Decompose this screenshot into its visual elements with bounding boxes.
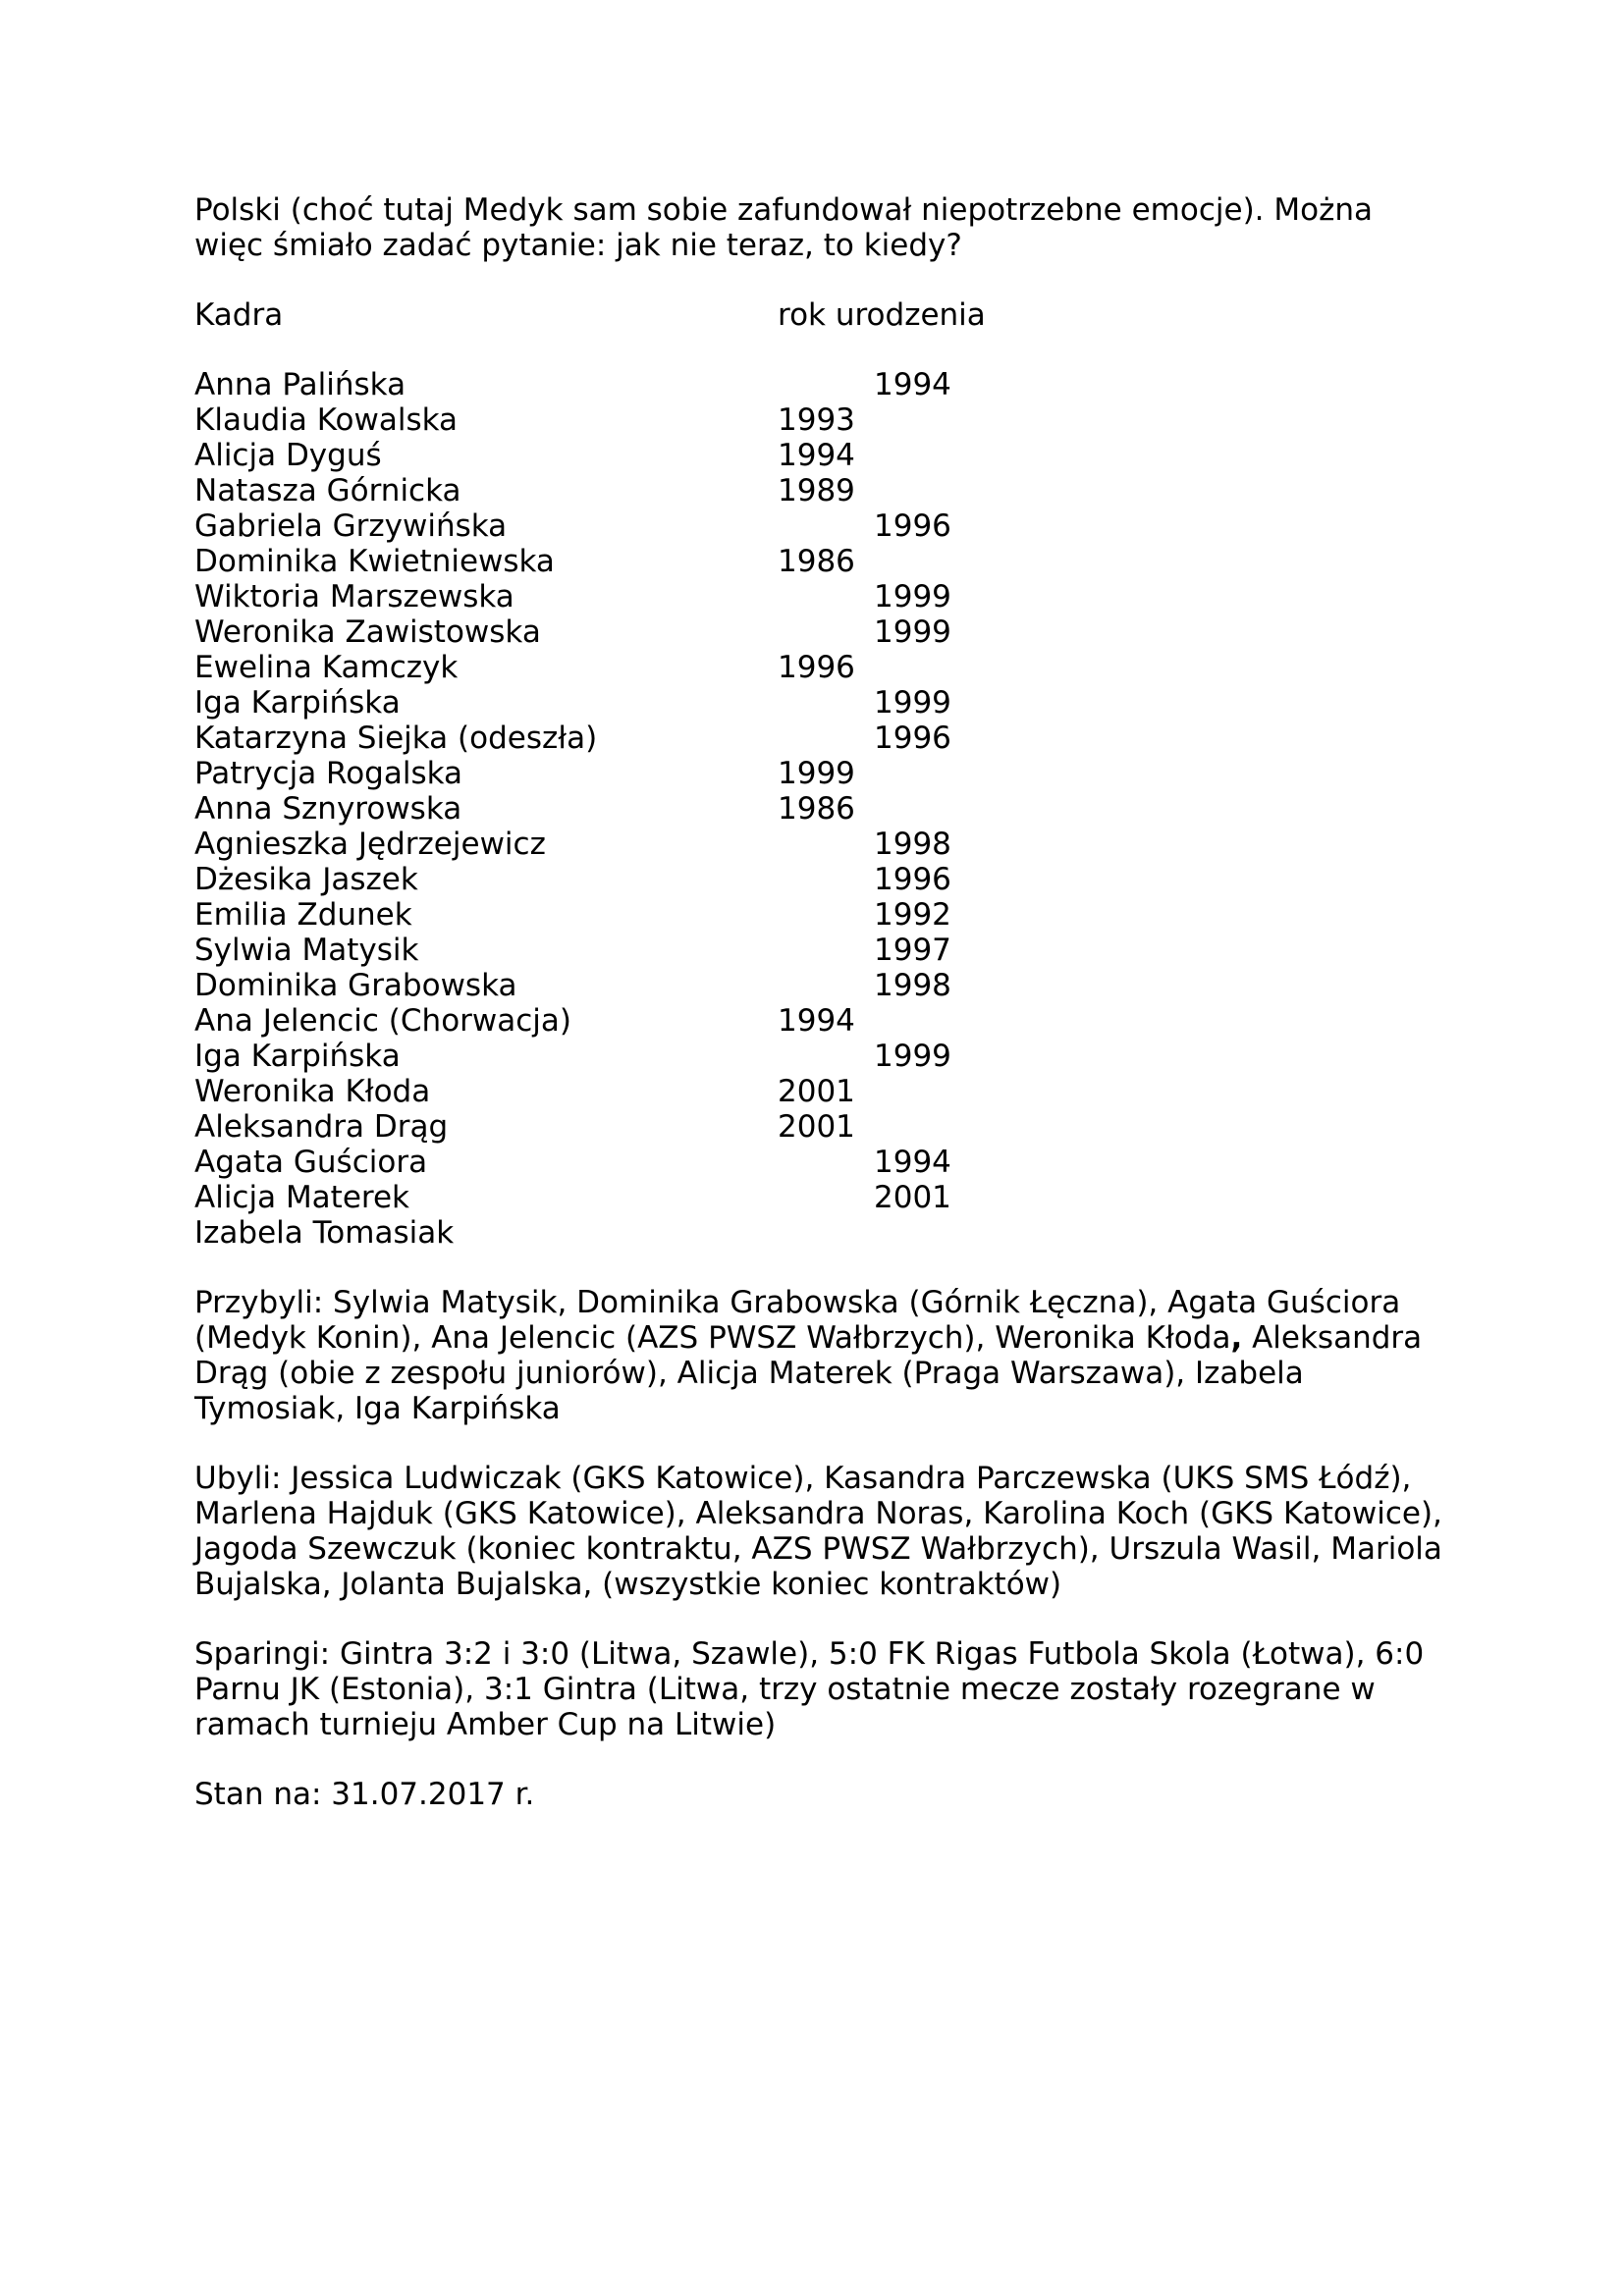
roster-header [194, 297, 1471, 333]
player-birth-year: 1986 [778, 544, 855, 579]
player-name: Dżesika Jaszek [194, 862, 418, 897]
player-name: Natasza Górnicka [194, 473, 461, 508]
friendlies-line: ramach turnieju Amber Cup na Litwie) [194, 1707, 777, 1742]
arrivals-bold-comma: , [1230, 1320, 1243, 1356]
player-birth-year: 1994 [874, 367, 951, 402]
roster-row [194, 827, 1471, 862]
roster-row [194, 1215, 1471, 1251]
player-birth-year: 1999 [874, 685, 951, 721]
player-birth-year: 2001 [778, 1074, 855, 1109]
player-name: Emilia Zdunek [194, 897, 412, 933]
roster-row [194, 438, 1471, 473]
roster-row [194, 1145, 1471, 1180]
arrivals-line: Przybyli: Sylwia Matysik, Dominika Grabowska (Górnik Łęczna), Agata Guściora [194, 1285, 1401, 1320]
player-name: Wiktoria Marszewska [194, 579, 514, 614]
player-birth-year: 1992 [874, 897, 951, 933]
player-birth-year: 1999 [778, 756, 855, 791]
player-birth-year: 2001 [874, 1180, 951, 1215]
roster-row [194, 791, 1471, 827]
roster-row [194, 933, 1471, 968]
departures-line: Jagoda Szewczuk (koniec kontraktu, AZS PWSZ Wałbrzych), Urszula Wasil, Mariola [194, 1531, 1442, 1567]
roster-row [194, 968, 1471, 1003]
player-name: Klaudia Kowalska [194, 402, 458, 438]
player-name: Patrycja Rogalska [194, 756, 463, 791]
roster-row [194, 1180, 1471, 1215]
player-birth-year: 1996 [874, 862, 951, 897]
player-name: Anna Palińska [194, 367, 406, 402]
player-name: Iga Karpińska [194, 685, 401, 721]
roster-list [194, 367, 1471, 1251]
arrivals-line: Tymosiak, Iga Karpińska [194, 1391, 561, 1426]
roster-row [194, 1003, 1471, 1039]
player-name: Agnieszka Jędrzejewicz [194, 827, 546, 862]
roster-row [194, 1039, 1471, 1074]
player-name: Anna Sznyrowska [194, 791, 462, 827]
player-name: Dominika Grabowska [194, 968, 517, 1003]
player-name: Ewelina Kamczyk [194, 650, 459, 685]
player-name: Gabriela Grzywińska [194, 508, 508, 544]
player-birth-year: 1996 [874, 508, 951, 544]
player-birth-year: 1996 [874, 721, 951, 756]
roster-row [194, 756, 1471, 791]
player-name: Agata Guściora [194, 1145, 428, 1180]
roster-row [194, 685, 1471, 721]
roster-header-name: Kadra [194, 297, 284, 333]
player-name: Katarzyna Siejka (odeszła) [194, 721, 598, 756]
intro-line: więc śmiało zadać pytanie: jak nie teraz, to kiedy? [194, 228, 962, 263]
player-name: Sylwia Matysik [194, 933, 419, 968]
friendlies-line: Sparingi: Gintra 3:2 i 3:0 (Litwa, Szawle), 5:0 FK Rigas Futbola Skola (Łotwa), 6:0 [194, 1636, 1425, 1672]
arrivals-text: (Medyk Konin), Ana Jelencic (AZS PWSZ Wałbrzych), Weronika Kłoda [194, 1320, 1231, 1356]
roster-row [194, 1074, 1471, 1109]
friendlies-line: Parnu JK (Estonia), 3:1 Gintra (Litwa, trzy ostatnie mecze zostały rozegrane w [194, 1672, 1376, 1707]
roster-row [194, 1109, 1471, 1145]
arrivals-line: Drąg (obie z zespołu juniorów), Alicja Materek (Praga Warszawa), Izabela [194, 1356, 1304, 1391]
player-name: Ana Jelencic (Chorwacja) [194, 1003, 572, 1039]
roster-row [194, 402, 1471, 438]
player-name: Dominika Kwietniewska [194, 544, 555, 579]
player-name: Weronika Kłoda [194, 1074, 431, 1109]
player-birth-year: 1999 [874, 1039, 951, 1074]
departures-line: Ubyli: Jessica Ludwiczak (GKS Katowice), Kasandra Parczewska (UKS SMS Łódź), [194, 1461, 1412, 1496]
player-birth-year: 1994 [778, 438, 855, 473]
arrivals-paragraph [194, 1285, 1471, 1426]
friendlies-paragraph [194, 1636, 1471, 1742]
departures-line: Marlena Hajduk (GKS Katowice), Aleksandra Noras, Karolina Koch (GKS Katowice), [194, 1496, 1442, 1531]
player-name: Alicja Dyguś [194, 438, 382, 473]
roster-row [194, 473, 1471, 508]
player-name: Iga Karpińska [194, 1039, 401, 1074]
player-birth-year: 1998 [874, 968, 951, 1003]
player-name: Aleksandra Drąg [194, 1109, 449, 1145]
roster-row [194, 650, 1471, 685]
roster-row [194, 721, 1471, 756]
player-name: Izabela Tomasiak [194, 1215, 455, 1251]
roster-row [194, 367, 1471, 402]
roster-row [194, 508, 1471, 544]
player-birth-year: 1999 [874, 579, 951, 614]
player-birth-year: 1994 [874, 1145, 951, 1180]
document-page [194, 192, 1471, 1812]
player-birth-year: 1999 [874, 614, 951, 650]
player-birth-year: 1994 [778, 1003, 855, 1039]
player-birth-year: 1997 [874, 933, 951, 968]
player-name: Alicja Materek [194, 1180, 409, 1215]
departures-line: Bujalska, Jolanta Bujalska, (wszystkie koniec kontraktów) [194, 1567, 1062, 1602]
status-date: Stan na: 31.07.2017 r. [194, 1777, 535, 1812]
player-birth-year: 1993 [778, 402, 855, 438]
roster-row [194, 862, 1471, 897]
roster-row [194, 897, 1471, 933]
player-birth-year: 2001 [778, 1109, 855, 1145]
roster-row [194, 544, 1471, 579]
arrivals-text: Aleksandra [1242, 1320, 1423, 1356]
roster-row [194, 579, 1471, 614]
departures-paragraph [194, 1461, 1471, 1602]
roster-header-year: rok urodzenia [778, 297, 986, 333]
arrivals-line [194, 1320, 1471, 1356]
player-name: Weronika Zawistowska [194, 614, 541, 650]
player-birth-year: 1989 [778, 473, 855, 508]
player-birth-year: 1986 [778, 791, 855, 827]
player-birth-year: 1996 [778, 650, 855, 685]
roster-row [194, 614, 1471, 650]
intro-paragraph [194, 192, 1471, 263]
player-birth-year: 1998 [874, 827, 951, 862]
intro-line: Polski (choć tutaj Medyk sam sobie zafundował niepotrzebne emocje). Można [194, 192, 1373, 228]
